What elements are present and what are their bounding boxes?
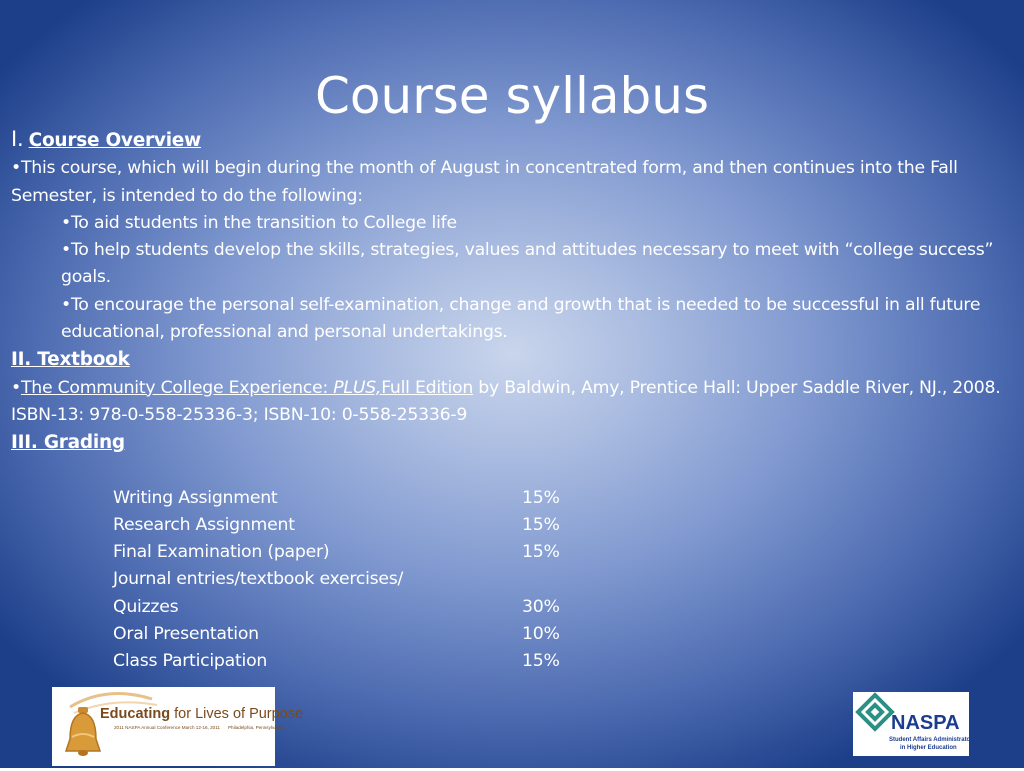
- conference-logo-title: Educating for Lives of Purpose: [100, 706, 304, 722]
- grading-label: Writing Assignment: [113, 487, 278, 508]
- overview-bullet: •To encourage the personal self-examination, change and growth that is needed to be successful in all future educational, professional and personal undertakings.: [61, 294, 981, 343]
- grading-row: [11, 594, 1011, 621]
- grading-row: [11, 485, 1011, 512]
- grading-row: [11, 539, 1011, 566]
- conference-logo-subtitle: 2011 NASPA Annual Conference March 12-16, 2011 Philadelphia, Pennsylvania: [114, 725, 283, 730]
- grading-row: [11, 566, 1011, 593]
- grading-label: Final Examination (paper): [113, 542, 330, 563]
- grading-label: Oral Presentation: [113, 624, 259, 645]
- naspa-logo: [853, 692, 976, 756]
- grading-heading: III. Grading: [11, 432, 125, 454]
- grading-label: Quizzes: [113, 596, 179, 617]
- spacer: [11, 458, 1011, 485]
- textbook-entry: [11, 375, 1011, 430]
- course-overview-heading: Course Overview: [28, 130, 201, 151]
- slide-body: [11, 126, 1011, 676]
- naspa-tagline-2: in Higher Education: [900, 745, 957, 751]
- overview-bullet: •To aid students in the transition to College life: [61, 212, 457, 233]
- swoosh-shape: [70, 694, 152, 707]
- grading-row: [11, 621, 1011, 648]
- grading-value: 15%: [522, 487, 560, 508]
- grading-heading-row: [11, 429, 1011, 457]
- naspa-tagline-1: Student Affairs Administrators: [889, 737, 976, 743]
- section-numeral: I.: [11, 127, 24, 151]
- grading-value: 10%: [522, 624, 560, 645]
- grading-value: 15%: [522, 651, 560, 672]
- conference-logo-graphic: [52, 687, 304, 766]
- overview-intro: •This course, which will begin during the month of August in concentrated form, and then continues into the Fall Semester, is intended to do the following:: [11, 158, 958, 206]
- section-overview-heading: [11, 126, 1011, 155]
- textbook-title-italic: PLUS,: [333, 377, 382, 398]
- grading-label: Journal entries/textbook exercises/: [113, 569, 404, 590]
- grading-value: 15%: [522, 514, 560, 535]
- grading-value: 30%: [522, 596, 560, 617]
- grading-row: [11, 512, 1011, 539]
- textbook-heading: II. Textbook: [11, 349, 130, 371]
- naspa-logo-graphic: [853, 692, 976, 756]
- textbook-details: by Baldwin, Amy, Prentice Hall: Upper Saddle River, NJ., 2008. ISBN-13: 978-0-558-25336-3; ISBN-10: 0-558-25336-9: [11, 377, 1001, 425]
- grading-value: 15%: [522, 542, 560, 563]
- textbook-title-edition: Full Edition: [381, 377, 474, 398]
- liberty-bell-icon: [66, 707, 100, 756]
- textbook-heading-row: [11, 346, 1011, 374]
- naspa-diamond-icon: [858, 695, 892, 729]
- grading-label: Research Assignment: [113, 514, 295, 535]
- textbook-bullet: •: [11, 377, 21, 398]
- naspa-wordmark: NASPA: [891, 712, 960, 734]
- textbook-title: [21, 378, 473, 398]
- slide-title: Course syllabus: [315, 67, 709, 125]
- textbook-title-main: The Community College Experience:: [20, 377, 334, 398]
- grading-label: Class Participation: [113, 651, 268, 672]
- grading-row: [11, 648, 1011, 675]
- overview-bullet: •To help students develop the skills, strategies, values and attitudes necessary to meet with “college success” goals.: [61, 240, 994, 288]
- conference-logo: [52, 687, 304, 766]
